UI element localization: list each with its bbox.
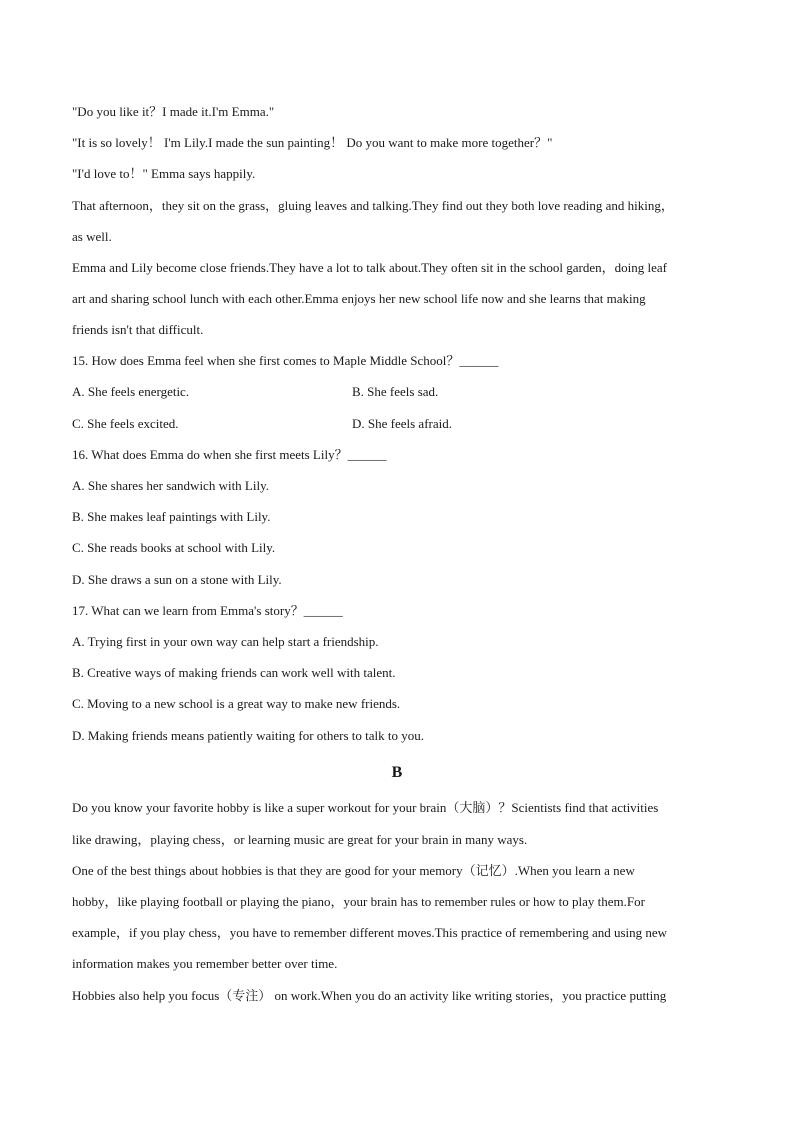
- question-15-stem: 15. How does Emma feel when she first comes to Maple Middle School？______: [72, 353, 499, 368]
- question-16-option-a: A. She shares her sandwich with Lily.: [72, 478, 270, 493]
- passage-line: Emma and Lily become close friends.They have a lot to talk about.They often sit in the school garden，doing leaf: [72, 260, 667, 275]
- passage-line: example，if you play chess，you have to remember different moves.This practice of remembering and using new: [72, 925, 668, 940]
- question-15-option-c: C. She feels excited.: [72, 416, 179, 431]
- passage-line: Do you know your favorite hobby is like a super workout for your brain（大脑）？Scientists find that activities: [72, 800, 659, 815]
- question-17-option-b: B. Creative ways of making friends can work well with talent.: [72, 665, 396, 680]
- passage-line: "I'd love to！" Emma says happily.: [72, 166, 256, 181]
- question-16-option-b: B. She makes leaf paintings with Lily.: [72, 509, 271, 524]
- passage-line: "Do you like it？I made it.I'm Emma.": [72, 104, 275, 119]
- question-17-option-a: A. Trying first in your own way can help start a friendship.: [72, 634, 379, 649]
- passage-line: hobby，like playing football or playing the piano，your brain has to remember rules or how to play them.For: [72, 894, 645, 909]
- question-15-option-d: D. She feels afraid.: [352, 416, 452, 431]
- passage-line: like drawing，playing chess，or learning music are great for your brain in many ways.: [72, 832, 528, 847]
- section-b-heading: B: [391, 764, 403, 781]
- question-16-option-c: C. She reads books at school with Lily.: [72, 540, 276, 555]
- question-17-option-c: C. Moving to a new school is a great way to make new friends.: [72, 696, 401, 711]
- passage-line: as well.: [72, 229, 112, 244]
- passage-line: One of the best things about hobbies is that they are good for your memory（记忆）.When you learn a new: [72, 863, 635, 878]
- question-16-option-d: D. She draws a sun on a stone with Lily.: [72, 572, 282, 587]
- passage-line: That afternoon，they sit on the grass，gluing leaves and talking.They find out they both love reading and hiking，: [72, 198, 674, 213]
- passage-line: "It is so lovely！ I'm Lily.I made the sun painting！ Do you want to make more together？": [72, 135, 553, 150]
- passage-line: art and sharing school lunch with each other.Emma enjoys her new school life now and she learns that making: [72, 291, 646, 306]
- question-16-stem: 16. What does Emma do when she first meets Lily？______: [72, 447, 387, 462]
- passage-line: information makes you remember better over time.: [72, 956, 338, 971]
- passage-line: friends isn't that difficult.: [72, 322, 204, 337]
- question-17-option-d: D. Making friends means patiently waiting for others to talk to you.: [72, 728, 425, 743]
- question-15-option-b: B. She feels sad.: [352, 384, 439, 399]
- passage-line: Hobbies also help you focus（专注） on work.When you do an activity like writing stories，you practice putting: [72, 988, 667, 1003]
- question-15-option-a: A. She feels energetic.: [72, 384, 190, 399]
- question-17-stem: 17. What can we learn from Emma's story？______: [72, 603, 343, 618]
